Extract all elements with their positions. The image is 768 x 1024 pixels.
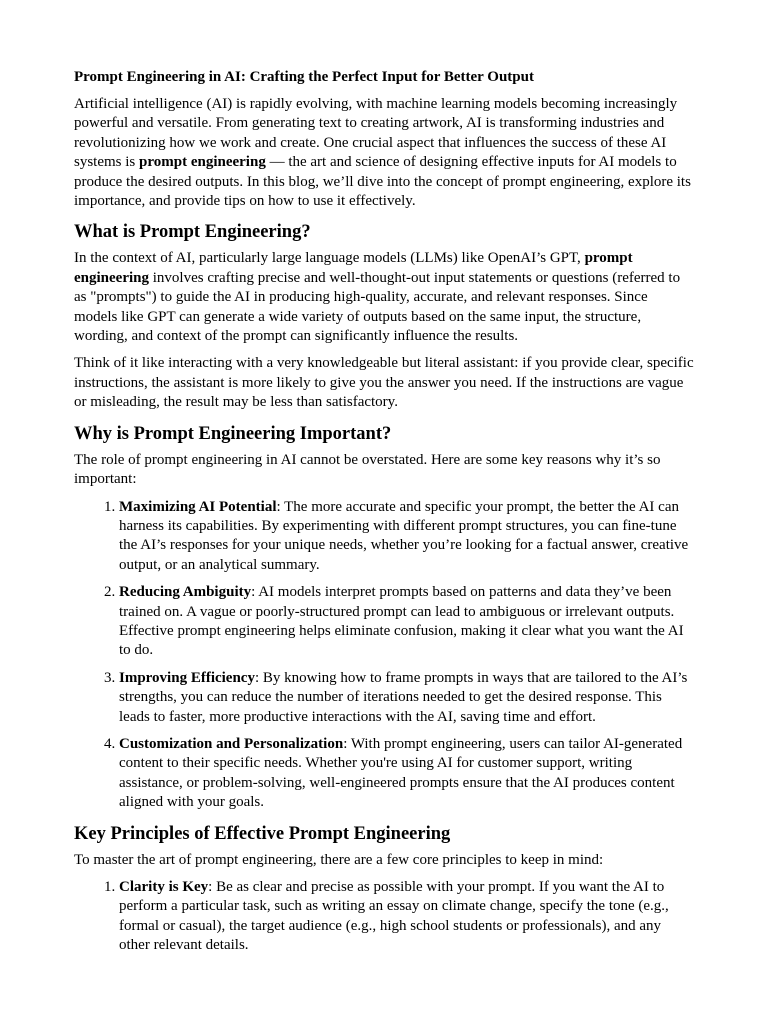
intro-text-cont: — the art and science of designing effective inputs for AI models to produce the desired outputs. In this blog, we’ll dive into the concept of prompt engineering, explore its importance, and provide tips on how to use it effectively. bbox=[74, 154, 691, 210]
list-item bbox=[119, 669, 694, 727]
intro-text: Artificial intelligence (AI) is rapidly evolving, with machine learning models becoming increasingly powerful and versatile. From generating text to creating artwork, AI is transforming industries and revolutionizing how we work and create. One crucial aspect that influences the success of these AI systems is bbox=[74, 96, 678, 171]
principles-list bbox=[74, 878, 694, 956]
list-item-term: Clarity is Key bbox=[119, 879, 209, 895]
list-item-term: Improving Efficiency bbox=[119, 669, 255, 686]
list-item bbox=[119, 498, 694, 576]
section1-paragraph-1 bbox=[74, 249, 694, 346]
section1-paragraph-2: Think of it like interacting with a very knowledgeable but literal assistant: if you provide clear, specific instructions, the assistant is more likely to give you the answer you need. If the instructions are vague or misleading, the result may be less than satisfactory. bbox=[74, 355, 694, 411]
list-item-term: Customization and Personalization bbox=[119, 735, 344, 752]
section2-intro: The role of prompt engineering in AI cannot be overstated. Here are some key reasons why it’s so important: bbox=[74, 451, 661, 488]
section1-p1-text-cont: involves crafting precise and well-thought-out input statements or questions (referred to as "prompts") to guide the AI in producing high-quality, accurate, and relevant responses. Since models like GPT can generate a wide variety of outputs based on the same input, the structure, wording, and context of the prompt can significantly influence the results. bbox=[74, 269, 681, 345]
section1-p1-text: In the context of AI, particularly large language models (LLMs) like OpenAI’s GPT, bbox=[74, 250, 585, 267]
document-title: Prompt Engineering in AI: Crafting the Perfect Input for Better Output bbox=[74, 69, 534, 85]
list-item-text: : With prompt engineering, users can tailor AI-generated content to their specific needs. Whether you're using AI for customer support, writing assistance, or problem-solving, well-engineered prompts ensure that the AI produces content aligned with your goals. bbox=[119, 735, 683, 811]
list-item bbox=[119, 735, 694, 813]
list-item-text: : Be as clear and precise as possible with your prompt. If you want the AI to perform a particular task, such as writing an essay on climate change, specify the tone (e.g., formal or casual), the target audience (e.g., high school students or professionals), and any other relevant details. bbox=[119, 879, 669, 954]
section-heading-principles: Key Principles of Effective Prompt Engineering bbox=[74, 823, 451, 844]
list-item bbox=[119, 583, 694, 661]
list-item-text: : By knowing how to frame prompts in ways that are tailored to the AI’s strengths, you can reduce the number of iterations needed to get the desired response. This leads to faster, more productive interactions with the AI, saving time and effort. bbox=[119, 669, 688, 725]
intro-bold-term: prompt engineering bbox=[139, 154, 266, 171]
section-heading-what: What is Prompt Engineering? bbox=[74, 222, 311, 243]
importance-list bbox=[74, 498, 694, 813]
list-item-term: Maximizing AI Potential bbox=[119, 498, 277, 515]
list-item bbox=[119, 878, 694, 956]
section3-intro: To master the art of prompt engineering, there are a few core principles to keep in mind: bbox=[74, 851, 604, 868]
list-item-text: : The more accurate and specific your prompt, the better the AI can harness its capabilities. By experimenting with different prompt structures, you can fine-tune the AI’s responses for your unique needs, whether you’re looking for a factual answer, creative output, or an analytical summary. bbox=[119, 498, 689, 573]
list-item-term: Reducing Ambiguity bbox=[119, 584, 252, 601]
section-heading-why: Why is Prompt Engineering Important? bbox=[74, 423, 392, 444]
intro-paragraph bbox=[74, 95, 694, 211]
section1-p1-bold: prompt engineering bbox=[74, 250, 633, 286]
list-item-text: : AI models interpret prompts based on patterns and data they’ve been trained on. A vague or poorly-structured prompt can lead to ambiguous or irrelevant outputs. Effective prompt engineering helps eliminate confusion, making it clear what you want the AI to do. bbox=[119, 584, 684, 659]
